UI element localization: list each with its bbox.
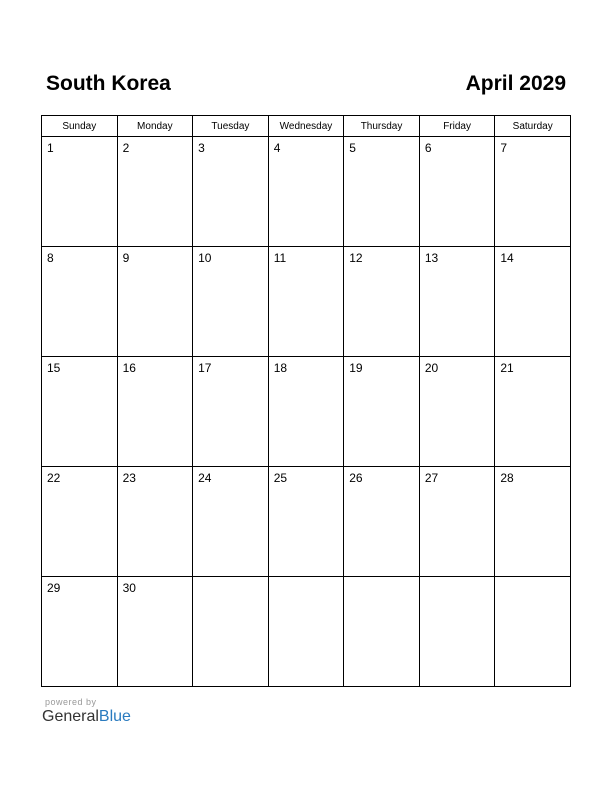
day-number: 23 — [122, 471, 136, 485]
day-number: 10 — [198, 251, 212, 265]
day-cell — [42, 137, 118, 247]
day-number: 24 — [198, 471, 212, 485]
day-number: 17 — [198, 361, 212, 375]
day-cell — [42, 467, 118, 577]
month-year-title: April 2029 — [465, 72, 566, 95]
weekday-wednesday: Wednesday — [268, 116, 344, 137]
day-number: 20 — [424, 361, 439, 375]
day-cell — [344, 577, 420, 687]
day-number — [193, 577, 268, 581]
day-number — [269, 577, 344, 581]
day-number: 25 — [273, 471, 288, 485]
day-cell — [419, 247, 495, 357]
day-cell — [344, 357, 420, 467]
day-number: 29 — [47, 581, 61, 595]
week-row-5 — [42, 577, 571, 687]
day-cell — [117, 247, 193, 357]
day-cell — [419, 357, 495, 467]
day-number: 11 — [273, 251, 287, 265]
day-number: 3 — [198, 141, 205, 155]
day-cell — [495, 467, 571, 577]
day-cell — [495, 137, 571, 247]
day-number — [495, 577, 570, 581]
day-number — [344, 577, 419, 581]
day-number: 28 — [500, 471, 514, 485]
week-row-2 — [42, 247, 571, 357]
day-cell — [42, 247, 118, 357]
day-number: 1 — [47, 141, 54, 155]
day-number: 30 — [122, 581, 136, 595]
day-cell — [419, 577, 495, 687]
day-cell — [419, 137, 495, 247]
day-cell — [193, 467, 269, 577]
weekday-monday: Monday — [117, 116, 193, 137]
day-number: 7 — [500, 141, 508, 155]
day-number: 13 — [424, 251, 439, 265]
day-number — [420, 577, 495, 581]
week-row-4 — [42, 467, 571, 577]
day-number: 26 — [349, 471, 363, 485]
day-number: 12 — [349, 251, 363, 265]
day-number: 6 — [424, 141, 432, 155]
day-cell — [117, 467, 193, 577]
day-number: 21 — [500, 361, 514, 375]
week-row-3 — [42, 357, 571, 467]
day-cell — [268, 137, 344, 247]
weekday-saturday: Saturday — [495, 116, 571, 137]
calendar-grid — [41, 115, 571, 687]
logo-blue-text: Blue — [98, 708, 131, 725]
day-cell — [268, 577, 344, 687]
day-cell — [42, 357, 118, 467]
day-number: 9 — [122, 251, 130, 265]
day-cell — [268, 467, 344, 577]
day-cell — [344, 467, 420, 577]
day-cell — [344, 137, 420, 247]
day-number: 2 — [122, 141, 130, 155]
weekday-sunday: Sunday — [42, 116, 118, 137]
day-number: 19 — [349, 361, 363, 375]
day-number: 4 — [273, 141, 281, 155]
day-cell — [495, 577, 571, 687]
week-row-1 — [42, 137, 571, 247]
day-cell — [117, 357, 193, 467]
powered-by-text: powered by — [45, 697, 97, 707]
day-cell — [495, 247, 571, 357]
day-cell — [193, 357, 269, 467]
day-cell — [42, 577, 118, 687]
weekday-header-row — [42, 116, 571, 137]
day-number: 16 — [122, 361, 136, 375]
weekday-friday: Friday — [419, 116, 495, 137]
day-cell — [268, 357, 344, 467]
day-cell — [419, 467, 495, 577]
day-cell — [193, 247, 269, 357]
weekday-tuesday: Tuesday — [193, 116, 269, 137]
day-number: 18 — [273, 361, 288, 375]
day-cell — [193, 577, 269, 687]
day-cell — [117, 577, 193, 687]
day-cell — [344, 247, 420, 357]
country-title: South Korea — [46, 72, 171, 95]
weekday-thursday: Thursday — [344, 116, 420, 137]
day-cell — [268, 247, 344, 357]
logo-general-text: General — [42, 708, 99, 725]
day-number: 22 — [47, 471, 61, 485]
day-cell — [193, 137, 269, 247]
day-cell — [495, 357, 571, 467]
day-cell — [117, 137, 193, 247]
day-number: 14 — [500, 251, 514, 265]
day-number: 5 — [349, 141, 356, 155]
footer-branding — [42, 697, 131, 726]
day-number: 8 — [47, 251, 54, 265]
day-number: 15 — [47, 361, 61, 375]
day-number: 27 — [424, 471, 439, 485]
generalblue-logo[interactable] — [42, 708, 131, 726]
